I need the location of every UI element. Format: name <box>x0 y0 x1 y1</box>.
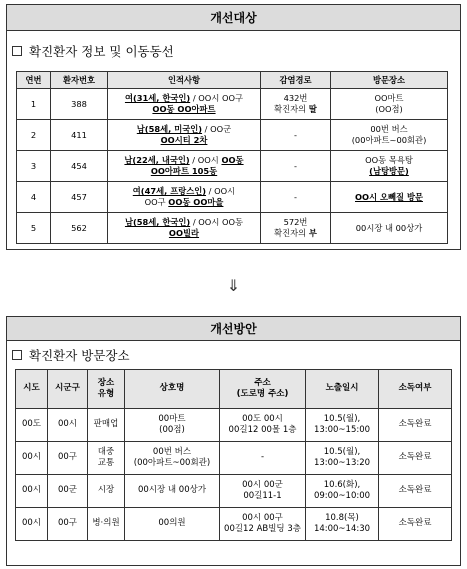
section-title-patient-info <box>7 31 460 71</box>
cell-disinfection: 소독완료 <box>379 508 452 541</box>
place-name: OO마트 <box>374 93 404 104</box>
col-header-disinfection: 소독여부 <box>379 370 452 409</box>
cell-visited-place <box>331 120 448 151</box>
cell-no: 5 <box>17 213 51 244</box>
cell-no: 4 <box>17 182 51 213</box>
col-header-place-type <box>88 370 125 409</box>
info-district: OO구 <box>144 197 169 207</box>
info-demographic: 여(31세, 한국인) <box>124 93 191 104</box>
cell-infection-route: - <box>261 151 331 182</box>
cell-visited-place <box>331 213 448 244</box>
cell-no: 1 <box>17 89 51 120</box>
time-line: 13:00~15:00 <box>313 425 371 435</box>
place-name: OO동 목욕탕 <box>365 155 413 166</box>
patient-info-table <box>16 71 448 244</box>
route-relation-prefix: 확진자의 <box>274 104 309 114</box>
info-demographic: 남(22세, 내국인) <box>124 155 190 166</box>
cell-personal-info <box>108 213 261 244</box>
cell-patient-number: 454 <box>51 151 108 182</box>
route-relation: 부 <box>308 228 317 238</box>
cell-sido: 00시 <box>16 508 48 541</box>
info-residence: OO아파트 105동 <box>150 166 218 176</box>
info-location: / OO시 <box>189 155 222 166</box>
type-line: 교통 <box>97 458 115 468</box>
col-header-exposure-time: 노출일시 <box>306 370 379 409</box>
improvement-plan-panel <box>6 316 461 566</box>
cell-place-type <box>88 442 125 475</box>
address-line: 00길12 00몰 1층 <box>228 425 297 435</box>
cell-personal-info <box>108 182 261 213</box>
cell-patient-number: 411 <box>51 120 108 151</box>
cell-sido: 00시 <box>16 475 48 508</box>
cell-disinfection: 소독완료 <box>379 442 452 475</box>
time-line: 09:00~10:00 <box>313 491 371 501</box>
table-row <box>16 409 452 442</box>
date-line: 10.5(월), <box>323 446 361 457</box>
time-line: 13:00~13:20 <box>313 458 371 468</box>
route-relation-prefix: 확진자의 <box>274 228 309 238</box>
panel-header-target: 개선대상 <box>7 5 460 31</box>
cell-address <box>220 409 306 442</box>
col-header-address <box>220 370 306 409</box>
address-line: 00시 00구 <box>242 512 283 523</box>
name-line: 00번 버스 <box>152 446 192 457</box>
address-line: 00도 00시 <box>242 413 283 424</box>
address-line: 00길12 AB빌딩 3층 <box>224 524 301 534</box>
cell-exposure-time <box>306 442 379 475</box>
table-row <box>16 508 452 541</box>
cell-infection-route <box>261 213 331 244</box>
panel-header-plan: 개선방안 <box>7 317 460 341</box>
col-header-infection-route: 감염경로 <box>261 72 331 89</box>
cell-patient-number: 388 <box>51 89 108 120</box>
cell-place-type: 병·의원 <box>88 508 125 541</box>
place-detail: (남탕방문) <box>369 166 409 176</box>
table-row <box>17 182 448 213</box>
improvement-target-panel <box>6 4 461 250</box>
cell-address <box>220 508 306 541</box>
cell-infection-route: - <box>261 120 331 151</box>
cell-visited-place <box>331 151 448 182</box>
info-district: OO동 <box>221 155 244 166</box>
table-row <box>17 213 448 244</box>
date-line: 10.6(화), <box>323 479 361 490</box>
table-row <box>17 89 448 120</box>
place-name: OO시 오뻬질 방문 <box>355 191 423 202</box>
cell-business-name: 00시장 내 00상가 <box>125 475 220 508</box>
name-line: (00점) <box>159 425 185 435</box>
section-title-visited-places <box>7 341 460 369</box>
col-header-personal-info: 인적사항 <box>108 72 261 89</box>
cell-personal-info <box>108 89 261 120</box>
info-residence: OO동 OO마을 <box>168 197 224 207</box>
cell-address: - <box>220 442 306 475</box>
cell-infection-route: - <box>261 182 331 213</box>
cell-personal-info <box>108 151 261 182</box>
col-header-business-name: 상호명 <box>125 370 220 409</box>
route-case-number: 572번 <box>283 217 308 228</box>
table-row <box>16 475 452 508</box>
cell-no: 2 <box>17 120 51 151</box>
cell-disinfection: 소독완료 <box>379 475 452 508</box>
info-demographic: 남(58세, 한국인) <box>124 217 191 228</box>
info-demographic: 남(58세, 미국인) <box>136 124 203 135</box>
info-residence: OO시티 2차 <box>160 135 208 145</box>
cell-sigungu: 00시 <box>48 409 88 442</box>
checkbox-icon <box>12 46 22 56</box>
address-line: 00시 00군 <box>242 479 283 490</box>
col-header-sido: 시도 <box>16 370 48 409</box>
cell-business-name <box>125 409 220 442</box>
date-line: 10.8(목) <box>325 512 359 523</box>
cell-patient-number: 562 <box>51 213 108 244</box>
time-line: 14:00~14:30 <box>313 524 371 534</box>
cell-visited-place <box>331 182 448 213</box>
cell-sigungu: 00구 <box>48 442 88 475</box>
cell-disinfection: 소독완료 <box>379 409 452 442</box>
cell-patient-number: 457 <box>51 182 108 213</box>
cell-business-name: 00의원 <box>125 508 220 541</box>
cell-sigungu: 00군 <box>48 475 88 508</box>
info-demographic: 여(47세, 프랑스인) <box>132 186 207 197</box>
info-location: / OO시 OO구 <box>190 93 244 104</box>
cell-no: 3 <box>17 151 51 182</box>
table-header-row <box>17 72 448 89</box>
cell-exposure-time <box>306 475 379 508</box>
info-location: / OO시 <box>206 186 236 197</box>
col-header-patient-number: 환자번호 <box>51 72 108 89</box>
name-line: 00마트 <box>158 413 186 424</box>
cell-place-type: 판매업 <box>88 409 125 442</box>
date-line: 10.5(월), <box>323 413 361 424</box>
table-row <box>16 442 452 475</box>
visited-places-table <box>15 369 452 541</box>
header-line: (도로명 주소) <box>236 389 289 399</box>
cell-personal-info <box>108 120 261 151</box>
checkbox-icon <box>12 350 22 360</box>
header-line: 주소 <box>254 377 271 388</box>
cell-place-type: 시장 <box>88 475 125 508</box>
info-location: / OO군 <box>202 124 232 135</box>
section-title-text: 확진환자 방문장소 <box>29 348 130 363</box>
cell-exposure-time <box>306 508 379 541</box>
info-location: / OO시 OO동 <box>190 217 244 228</box>
down-arrow-icon: ⇓ <box>226 276 241 295</box>
cell-sido: 00시 <box>16 442 48 475</box>
header-line: 장소 <box>97 377 115 388</box>
route-case-number: 432번 <box>283 93 308 104</box>
place-detail: (00아파트~00회관) <box>351 135 427 145</box>
section-title-text: 확진환자 정보 및 이동동선 <box>29 44 174 59</box>
route-relation: 딸 <box>308 104 317 114</box>
type-line: 대중 <box>97 446 115 457</box>
cell-business-name <box>125 442 220 475</box>
table-row <box>17 151 448 182</box>
place-name: 00번 버스 <box>370 124 408 135</box>
cell-visited-place <box>331 89 448 120</box>
name-line: (00아파트~00회관) <box>133 458 211 468</box>
cell-infection-route <box>261 89 331 120</box>
col-header-no: 연번 <box>17 72 51 89</box>
table-header-row <box>16 370 452 409</box>
table-row <box>17 120 448 151</box>
cell-exposure-time <box>306 409 379 442</box>
col-header-sigungu: 시군구 <box>48 370 88 409</box>
place-name: 00시장 내 00상가 <box>355 222 423 233</box>
info-residence: OO빌라 <box>168 228 200 238</box>
col-header-visited-place: 방문장소 <box>331 72 448 89</box>
cell-address <box>220 475 306 508</box>
cell-sigungu: 00구 <box>48 508 88 541</box>
place-detail: (OO점) <box>375 104 403 114</box>
header-line: 유형 <box>97 389 115 399</box>
cell-sido: 00도 <box>16 409 48 442</box>
info-residence: OO동 OO아파트 <box>152 104 216 114</box>
address-line: 00길11-1 <box>243 491 282 501</box>
